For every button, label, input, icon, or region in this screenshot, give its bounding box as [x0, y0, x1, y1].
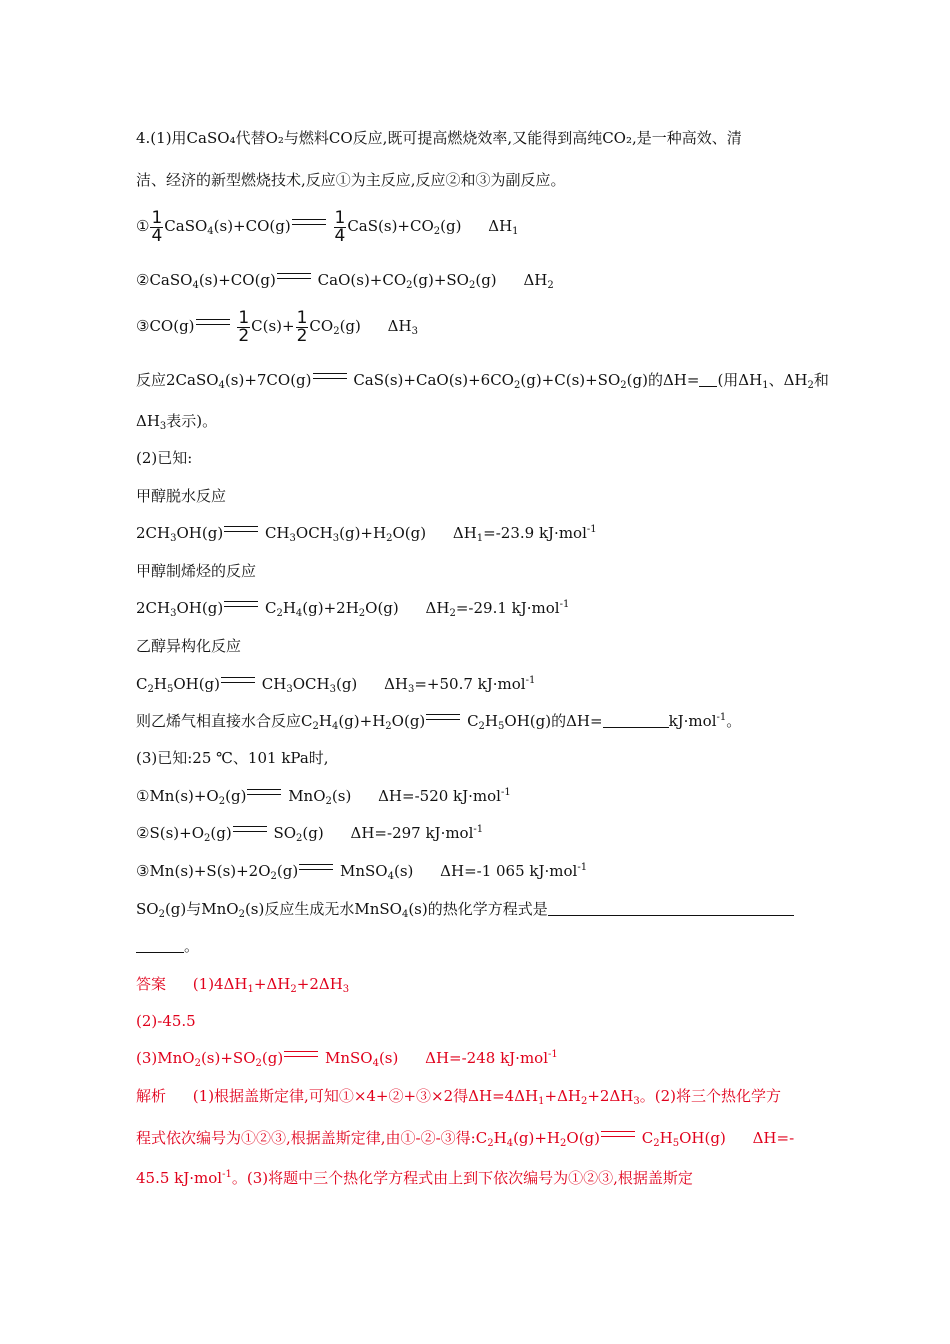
question-2-heading-3: 乙醇异构化反应	[136, 637, 242, 655]
reaction-3	[136, 306, 418, 346]
question-intro-line-2: 洁、经济的新型燃烧技术,反应①为主反应,反应②和③为副反应。	[136, 171, 566, 189]
reaction-2-delta-h: $\Delta H_2$	[523, 271, 554, 291]
reaction-3-delta-h: $\Delta H_3$	[387, 317, 418, 337]
reaction-1	[136, 206, 519, 246]
reaction-2	[136, 270, 554, 290]
question-2-heading-1: 甲醇脱水反应	[136, 487, 227, 505]
reaction-2-products: $CaO(s)+CO_2(g)+SO_2(g)$	[317, 271, 497, 291]
question-1-hint: (用$\Delta H_1$、$\Delta H_2$和	[717, 371, 829, 391]
question-2-heading-2: 甲醇制烯烃的反应	[136, 562, 257, 580]
equals-sign	[284, 1051, 318, 1057]
question-2-equation-1: $2CH_3OH(g)$ $CH_3OCH_3(g)+H_2O(g)$ $\Delta H_1=-23.9$ kJ·mol$^{-1}$	[136, 524, 597, 544]
question-1-ask	[136, 370, 829, 390]
question-2-equation-2: $2CH_3OH(g)$ $C_2H_4(g)+2H_2O(g)$ $\Delta H_2=-29.1$ kJ·mol$^{-1}$	[136, 599, 570, 619]
question-2-equation-3-delta-h: $\Delta H_3=+50.7$ kJ·mol$^{-1}$	[384, 675, 536, 695]
answer-blank-2[interactable]	[603, 712, 669, 728]
question-2-equation-2-delta-h: $\Delta H_2=-29.1$ kJ·mol$^{-1}$	[425, 599, 570, 619]
explanation-label: 解析	[136, 1087, 167, 1105]
equals-sign	[299, 864, 333, 870]
equals-sign	[233, 826, 267, 832]
equals-sign	[277, 273, 311, 279]
reaction-1-reactants: ① $\frac{1}{4}$ CaSO$_4$(s)+CO(g)	[136, 207, 291, 246]
answer-label: 答案	[136, 975, 167, 993]
equals-sign	[601, 1131, 635, 1137]
question-2-known: (2)已知:	[136, 449, 193, 467]
equals-sign	[292, 219, 326, 225]
question-1-ask-line-2: $\Delta H_3$表示)。	[136, 412, 218, 432]
question-3-known: (3)已知:25 ℃、101 kPa时,	[136, 749, 329, 767]
question-3-ask: $SO_2(g)$与MnO$_2$(s)反应生成无水MnSO$_4$(s)的热化学方程式是	[136, 899, 794, 919]
answer-3: $(3)MnO_2(s)+SO_2(g)$ MnSO$_4$(s) ΔH=-248 kJ·mol$^{-1}$	[136, 1049, 558, 1069]
reaction-1-delta-h: $\Delta H_1$	[488, 217, 519, 237]
reaction-3-products: $\frac{1}{2}$ C(s)+ $\frac{1}{2}$ $CO_2(g)$	[238, 307, 361, 346]
answer-1: 答案 $(1)4\Delta H_1+\Delta H_2+2\Delta H_3$	[136, 975, 350, 995]
explanation-line-2: 程式依次编号为①②③,根据盖斯定律,由①-②-③得$:C_2H_4(g)+H_2O(g)$ $C_2H_5OH(g)$ ΔH=-	[136, 1129, 795, 1149]
question-intro-line-1: 4.(1)用CaSO₄代替O₂与燃料CO反应,既可提高燃烧效率,又能得到高纯CO₂,是一种高效、清	[136, 129, 742, 147]
question-3-equation-2: $②S(s)+O_2(g)$ $SO_2(g)$ ΔH=-297 kJ·mol$^{-1}$	[136, 824, 484, 844]
equals-sign	[196, 319, 230, 325]
equals-sign	[313, 373, 347, 379]
explanation-line-3: 45.5 kJ·mol$^{-1}$。(3)将题中三个热化学方程式由上到下依次编号为①②③,根据盖斯定	[136, 1169, 693, 1187]
question-3-ask-line-2: 。	[136, 936, 199, 956]
equals-sign	[247, 789, 281, 795]
equals-sign	[224, 526, 258, 532]
answer-blank-3-continued[interactable]	[136, 937, 184, 953]
answer-2: (2)-45.5	[136, 1012, 196, 1030]
question-3-equation-3: $③Mn(s)+S(s)+2O_2(g)$ MnSO$_4$(s) ΔH=-1 065 kJ·mol$^{-1}$	[136, 862, 588, 882]
reaction-2-reactants: ②CaSO$_4$(s)+CO(g)	[136, 271, 276, 291]
equals-sign	[426, 714, 460, 720]
equals-sign	[221, 677, 255, 683]
question-2-ask: 则乙烯气相直接水合反应$C_2H_4(g)+H_2O(g)$ $C_2H_5OH(g)$的ΔH= kJ·mol$^{-1}$。	[136, 712, 742, 732]
question-3-equation-1: $①Mn(s)+O_2(g)$ MnO$_2$(s) ΔH=-520 kJ·mol$^{-1}$	[136, 787, 511, 807]
question-1-products: $CaS(s)+CaO(s)+6CO_2(g)+C(s)+SO_2(g)$的ΔH=	[353, 371, 700, 391]
question-2-equation-1-delta-h: $\Delta H_1=-23.9$ kJ·mol$^{-1}$	[452, 524, 597, 544]
explanation-line-1: 解析 (1)根据盖斯定律,可知①×4+②+③×2得$\Delta H=4\Delta H_1+\Delta H_2+2\Delta H_3$。(2)将三个热化学方	[136, 1087, 782, 1107]
reaction-1-products: $\frac{1}{4}$ $CaS(s)+CO_2(g)$	[334, 207, 462, 246]
question-1-reactants: 反应2CaSO$_4$(s)+7CO(g)	[136, 371, 312, 391]
reaction-3-reactants: ③CO(g)	[136, 317, 195, 335]
question-2-equation-3: $C_2H_5OH(g)$ $CH_3OCH_3(g)$ $\Delta H_3=+50.7$ kJ·mol$^{-1}$	[136, 675, 536, 695]
equals-sign	[224, 601, 258, 607]
answer-blank-3[interactable]	[548, 900, 794, 916]
answer-blank-1[interactable]	[699, 371, 717, 387]
